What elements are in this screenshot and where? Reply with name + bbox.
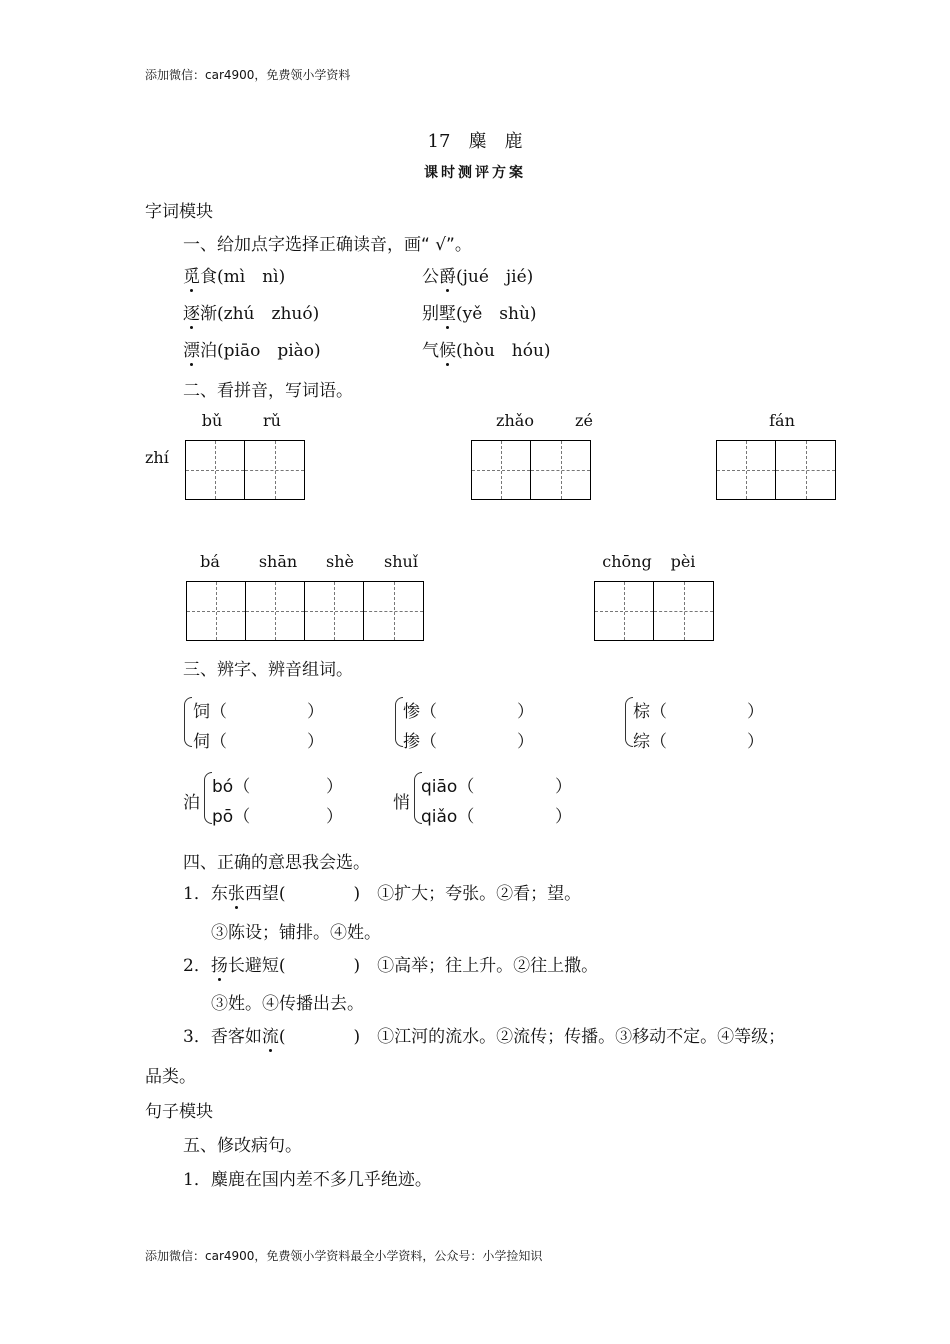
brace [204, 772, 212, 824]
pair-row: 综（ [633, 732, 667, 752]
pair-close: ） [307, 732, 324, 752]
pinyin-label: zhǎo [496, 411, 534, 430]
q1-item-6: 气候(hòu hóu) [422, 336, 551, 361]
writing-grid[interactable] [594, 581, 714, 641]
pair-row: 伺（ [193, 732, 227, 752]
writing-cell[interactable] [472, 441, 531, 499]
reading-close: ） [555, 807, 572, 827]
polyphone-char: 泊 [183, 793, 200, 813]
writing-cell[interactable] [246, 582, 305, 640]
pinyin-label: rǔ [263, 411, 281, 430]
reading-row: qiǎo（ [421, 807, 475, 827]
pair-close: ） [747, 732, 764, 752]
q1-item-5: 漂泊(piāo piào) [183, 336, 321, 361]
writing-grid[interactable] [186, 581, 424, 641]
dotted-char: 候 [439, 336, 456, 361]
reading-close: ） [326, 807, 343, 827]
writing-cell[interactable] [776, 441, 835, 499]
pinyin-label: shān [258, 552, 298, 571]
q5-item-1: 1．麋鹿在国内差不多几乎绝迹。 [183, 1170, 432, 1190]
q4-item-1: 1．东张西望( ) ①扩大；夸张。②看；望。 [183, 879, 581, 904]
writing-cell[interactable] [186, 441, 245, 499]
pair-close: ） [747, 702, 764, 722]
q1-heading: 一、给加点字选择正确读音，画“ √”。 [183, 235, 472, 255]
writing-cell[interactable] [595, 582, 654, 640]
writing-cell[interactable] [717, 441, 776, 499]
q4-item-1-cont: ③陈设；铺排。④姓。 [211, 923, 381, 943]
dotted-char: 逐 [183, 299, 200, 324]
pinyin-label: shuǐ [384, 552, 418, 571]
reading-close: ） [326, 777, 343, 797]
q4-heading: 四、正确的意思我会选。 [183, 853, 370, 873]
pair-row: 棕（ [633, 702, 667, 722]
pinyin-label: fán [769, 411, 795, 430]
dotted-char: 张 [228, 879, 245, 904]
writing-cell[interactable] [531, 441, 590, 499]
pinyin-prefix: zhí [145, 448, 169, 467]
q1-item-4: 别墅(yě shù) [422, 299, 537, 324]
dotted-char: 扬 [211, 951, 228, 976]
polyphone-char: 悄 [393, 793, 410, 813]
pair-close: ） [517, 702, 534, 722]
pinyin-label: chōng [602, 552, 652, 571]
pair-row: 饲（ [193, 702, 227, 722]
writing-grid[interactable] [185, 440, 305, 500]
q1-item-1: 觅食(mì nì) [183, 262, 285, 287]
dotted-char: 墅 [439, 299, 456, 324]
section-heading-words: 字词模块 [145, 202, 213, 222]
writing-grid[interactable] [471, 440, 591, 500]
reading-row: qiāo（ [421, 777, 475, 797]
footer-note: 添加微信：car4900，免费领小学资料最全小学资料，公众号：小学捡知识 [145, 1249, 543, 1263]
reading-close: ） [555, 777, 572, 797]
dotted-char: 漂 [183, 336, 200, 361]
writing-cell[interactable] [654, 582, 713, 640]
page-subtitle: 课时测评方案 [424, 165, 526, 181]
pinyin-label: shè [326, 552, 354, 571]
q3-heading: 三、辨字、辨音组词。 [183, 660, 353, 680]
pinyin-label: zé [575, 411, 593, 430]
writing-grid[interactable] [716, 440, 836, 500]
reading-row: pō（ [212, 807, 251, 827]
pinyin-label: bá [200, 552, 220, 571]
pair-row: 掺（ [403, 732, 437, 752]
pair-close: ） [307, 702, 324, 722]
pinyin-label: bǔ [201, 411, 223, 430]
writing-cell[interactable] [245, 441, 304, 499]
section-heading-sentences: 句子模块 [145, 1102, 213, 1122]
writing-cell[interactable] [364, 582, 423, 640]
q1-item-3: 逐渐(zhú zhuó) [183, 299, 319, 324]
page-title: 17 麋 鹿 [427, 131, 523, 152]
q4-item-3-cont: 品类。 [145, 1067, 196, 1087]
q1-item-2: 公爵(jué jié) [422, 262, 533, 287]
q2-heading: 二、看拼音，写词语。 [183, 381, 353, 401]
q4-item-2-cont: ③姓。④传播出去。 [211, 994, 364, 1014]
dotted-char: 爵 [439, 262, 456, 287]
dotted-char: 觅 [183, 262, 200, 287]
dotted-char: 流 [262, 1022, 279, 1047]
reading-row: bó（ [212, 777, 251, 797]
pair-row: 惨（ [403, 702, 437, 722]
writing-cell[interactable] [305, 582, 364, 640]
pair-close: ） [517, 732, 534, 752]
q4-item-2: 2．扬长避短( ) ①高举；往上升。②往上撒。 [183, 951, 598, 976]
pinyin-label: pèi [670, 552, 696, 571]
q5-heading: 五、修改病句。 [183, 1136, 302, 1156]
writing-cell[interactable] [187, 582, 246, 640]
header-note: 添加微信：car4900，免费领小学资料 [145, 68, 351, 82]
brace [395, 697, 403, 747]
q4-item-3: 3．香客如流( ) ①江河的流水。②流传；传播。③移动不定。④等级； [183, 1022, 785, 1047]
brace [184, 697, 192, 747]
brace [625, 697, 633, 747]
